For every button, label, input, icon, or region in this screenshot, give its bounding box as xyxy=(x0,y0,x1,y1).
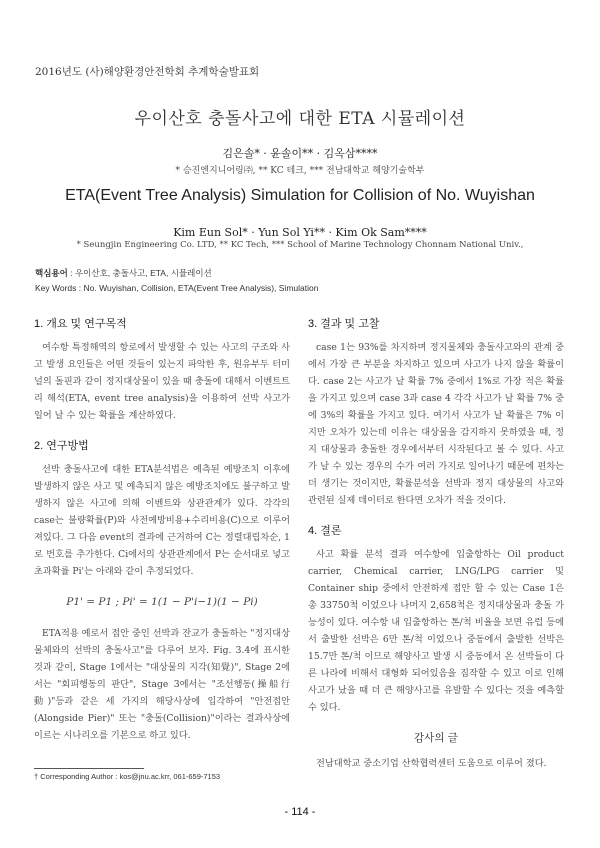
keywords-korean xyxy=(35,266,318,281)
section-3-paragraph: case 1는 93%를 차지하며 정지물체와 충돌사고와의 관계 중에서 가장 큰 부분을 차지하고 있으며 사고가 나지 않을 확률이다. case 2는 사고가 날 확률 7% 중에서 1%로 가장 적은 확률을 가지고 있으며 case 3과 case 4 각각 사고가 날 확률 7% 중에 3%의 확률을 가지고 있다. 여기서 사고가 날 확률은 7% 이지만 오차가 있는데 이유는 대상물을 감지하지 못하였을 때, 정지 대상물과 충돌한 경우에서부터 시작된다고 볼 수 있다. 사고가 날 수 있는 경우의 수가 여러 가지로 일어나기 때문에 편차는 더 생기는 것이지만, 확률분석을 선박과 정지 대상물의 사고와 관련된 실제 데이터로 한다면 오차가 적을 것이다. xyxy=(308,342,564,506)
keywords-en-label: Key Words xyxy=(35,283,77,293)
right-column xyxy=(308,316,564,772)
acknowledgement-text: 전남대학교 중소기업 산학협력센터 도움으로 이루어 졌다. xyxy=(316,758,547,769)
keywords-block xyxy=(35,266,318,296)
left-column xyxy=(34,316,290,758)
keywords-ko-label: 핵심용어 xyxy=(35,268,68,278)
authors-korean: 김은솔* · 윤솔이** · 김옥삼**** xyxy=(222,147,378,160)
conference-header: 2016년도 (사)해양환경안전학회 추계학술발표회 xyxy=(35,66,260,78)
acknowledgement-title: 감사의 글 xyxy=(414,732,458,744)
footnote-rule xyxy=(34,768,144,769)
title-english: ETA(Event Tree Analysis) Simulation for Collision of No. Wuyishan xyxy=(65,187,535,204)
equation: P1' = P1 ; Pi' = 1(1 − P'i−1)(1 − Pi) xyxy=(66,596,258,608)
section-1-title: 1. 개요 및 연구목적 xyxy=(34,318,127,330)
section-4-title: 4. 결론 xyxy=(308,525,342,537)
affiliations-korean: * 승진엔지니어링㈜, ** KC 테크, *** 전남대학교 해양기술학부 xyxy=(175,166,425,176)
footnote: † Corresponding Author : kos@jnu.ac.krr, 061-659-7153 xyxy=(34,772,221,781)
section-1-paragraph: 여수항 특정해역의 항로에서 발생할 수 있는 사고의 구조와 사고 발생 요인들은 어떤 것들이 있는지 파악한 후, 원유부두 터미널의 돌핀과 같이 정지대상물이 있을 때 충돌에 대해서 이벤트트리 해석(ETA, event tree analysis)을 이용하여 선박 사고가 일어 날 수 있는 확률을 계산하였다. xyxy=(34,342,290,421)
authors-english: Kim Eun Sol* · Yun Sol Yi** · Kim Ok Sam**** xyxy=(173,226,427,239)
keywords-english xyxy=(35,281,318,296)
keywords-en-value: : No. Wuyishan, Collision, ETA(Event Tree Analysis), Simulation xyxy=(76,283,319,293)
page-number: - 114 - xyxy=(284,806,316,818)
affiliations-english: * Seungjin Engineering Co. LTD, ** KC Tech, *** School of Marine Technology Chonnam National Univ., xyxy=(76,240,524,250)
title-korean: 우이산호 충돌사고에 대한 ETA 시뮬레이션 xyxy=(134,109,466,129)
section-4-paragraph: 사고 확률 분석 결과 여수항에 입출항하는 Oil product carrier, Chemical carrier, LNG/LPG carrier 및 Container ship 중에서 안전하게 접안 할 수 있는 Case 1은 총 33750척 이었으나 나머지 2,658척은 정지대상물과 충돌 가능성이 있다. 여수항 내 입출항하는 톤/척 비율을 보면 유럽 등에서 출발한 선박은 6만 톤/척 이었으나 중동에서 출발한 선박은 15.7만 톤/척 이므로 해양사고 발생 시 중동에서 온 선박들이 다른 나라에 비해서 대형화 되어있음을 짐작할 수 있고 이로 인해 사고가 났을 때 더 큰 해양사고를 유발할 수 있다는 것을 예측할 수 있다. xyxy=(308,549,564,713)
section-3-title: 3. 결과 및 고찰 xyxy=(308,318,380,330)
section-2-title: 2. 연구방법 xyxy=(34,440,89,452)
keywords-ko-value: : 우이산호, 충돌사고, ETA, 시뮬레이션 xyxy=(67,268,212,278)
section-2-paragraph-2: ETA적용 예로서 접안 중인 선박과 잔교가 충돌하는 "정지대상물체와의 선박의 충돌사고"를 다루어 보자. Fig. 3.4에 표시한 것과 같이, Stage 1에서는 "대상물의 지각(知覺)", Stage 2에서는 "회피행동의 판단", Stage 3에서는 "조선행동(操船行動)"등과 같은 세 가지의 해당사상에 입각하여 "안전접안(Alongside Pier)" 또는 "충돌(Collision)"이라는 결과사상에 이르는 시나리오를 기본으로 하고 있다. xyxy=(34,628,290,741)
section-2-paragraph-1: 선박 충돌사고에 대한 ETA분석법은 예측된 예방조치 이후에 발생하지 않은 사고 및 예측되지 않은 예방조치에도 불구하고 발생하지 않은 사고에 의해 이벤트와 상관관계가 있다. 각각의 case는 불량확률(P)와 사전예방비용+수리비용(C)으로 이루어져있다. 그 다음 event의 결과에 근거하여 C는 정렬대립차순, 1로 번호를 추가한다. Ci에서의 상관관계에서 P는 순서대로 넣고 초과확률 Pi'는 아래와 같이 추정되었다. xyxy=(34,464,290,577)
